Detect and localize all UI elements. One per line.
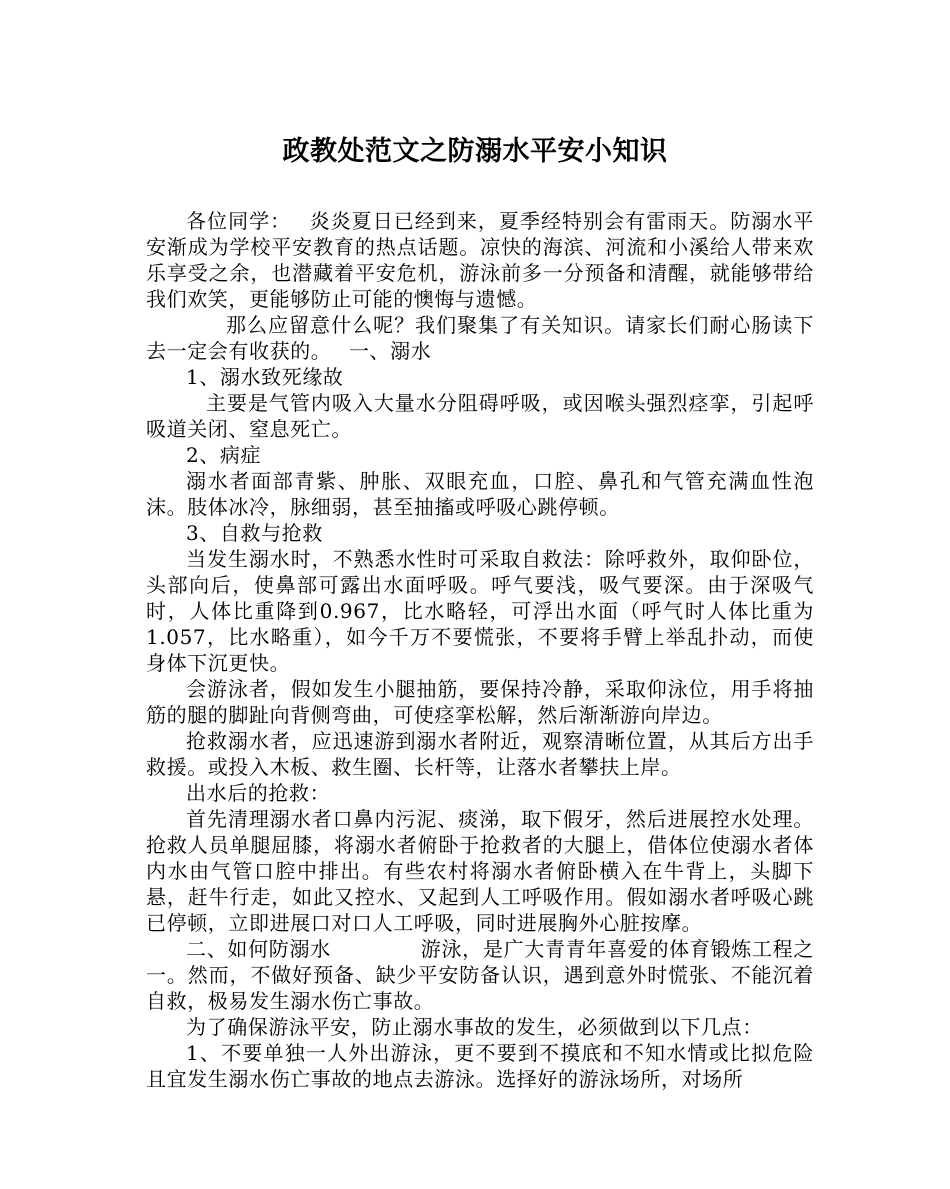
heading-self-rescue: 3、自救与抢救 [186,521,323,545]
paragraph-self-rescue: 当发生溺水时，不熟悉水性时可采取自救法：除呼救外，取仰卧位，头部向后，使鼻部可露出水面呼吸。呼气要浅，吸气要深。由于深吸气时，人体比重降到0.967，比水略轻，可浮出水面（呼气时人体比重为1.057，比水略重），如今千万不要慌张，不要将手臂上举乱扑动，而使身体下沉更快。 [146,547,814,675]
paragraph-cause-of-death: 主要是气管内吸入大量水分阻碍呼吸，或因喉头强烈痉挛，引起呼吸道关闭、窒息死亡。 [146,391,814,441]
paragraph-greeting: 各位同学： 炎炎夏日已经到来，夏季经特别会有雷雨天。防溺水平安渐成为学校平安教育的热点话题。凉快的海滨、河流和小溪给人带来欢乐享受之余，也潜藏着平安危机，游泳前多一分预备和清醒，就能够带给我们欢笑，更能够防止可能的懊悔与遗憾。 [146,209,814,311]
paragraph-intro: 那么应留意什么呢？我们聚集了有关知识。请家长们耐心肠读下去一定会有收获的。 一、溺水 [146,313,814,363]
paragraph-rules-intro: 为了确保游泳平安，防止溺水事故的发生，必须做到以下几点： [186,1015,763,1039]
paragraph-after-water: 首先清理溺水者口鼻内污泥、痰涕，取下假牙，然后进展控水处理。抢救人员单腿屈膝，将溺水者俯卧于抢救者的大腿上，借体位使溺水者体内水由气管口腔中排出。有些农村将溺水者俯卧横入在牛背上，头脚下悬，赶牛行走，如此又控水、又起到人工呼吸作用。假如溺水者呼吸心跳已停顿，立即进展口对口人工呼吸，同时进展胸外心脏按摩。 [146,807,814,935]
heading-symptoms: 2、病症 [186,443,262,467]
paragraph-symptoms: 溺水者面部青紫、肿胀、双眼充血，口腔、鼻孔和气管充满血性泡沫。肢体冰冷，脉细弱，甚至抽搐或呼吸心跳停顿。 [146,469,814,519]
paragraph-rule-1: 1、不要单独一人外出游泳，更不要到不摸底和不知水情或比拟危险且宜发生溺水伤亡事故的地点去游泳。选择好的游泳场所，对场所 [146,1041,814,1091]
paragraph-cramp: 会游泳者，假如发生小腿抽筋，要保持冷静，采取仰泳位，用手将抽筋的腿的脚趾向背侧弯曲，可使痉挛松解，然后渐渐游向岸边。 [146,677,814,727]
paragraph-rescue-others: 抢救溺水者，应迅速游到溺水者附近，观察清晰位置，从其后方出手救援。或投入木板、救生圈、长杆等，让落水者攀扶上岸。 [146,729,814,779]
document-title: 政教处范文之防溺水平安小知识 [282,136,668,167]
heading-cause-of-death: 1、溺水致死缘故 [186,365,344,389]
paragraph-prevention: 二、如何防溺水 游泳，是广大青青年喜爱的体育锻炼工程之一。然而，不做好预备、缺少平安防备认识，遇到意外时慌张、不能沉着自救，极易发生溺水伤亡事故。 [146,937,814,1013]
heading-after-water: 出水后的抢救： [186,781,331,805]
document-body [146,208,814,1092]
